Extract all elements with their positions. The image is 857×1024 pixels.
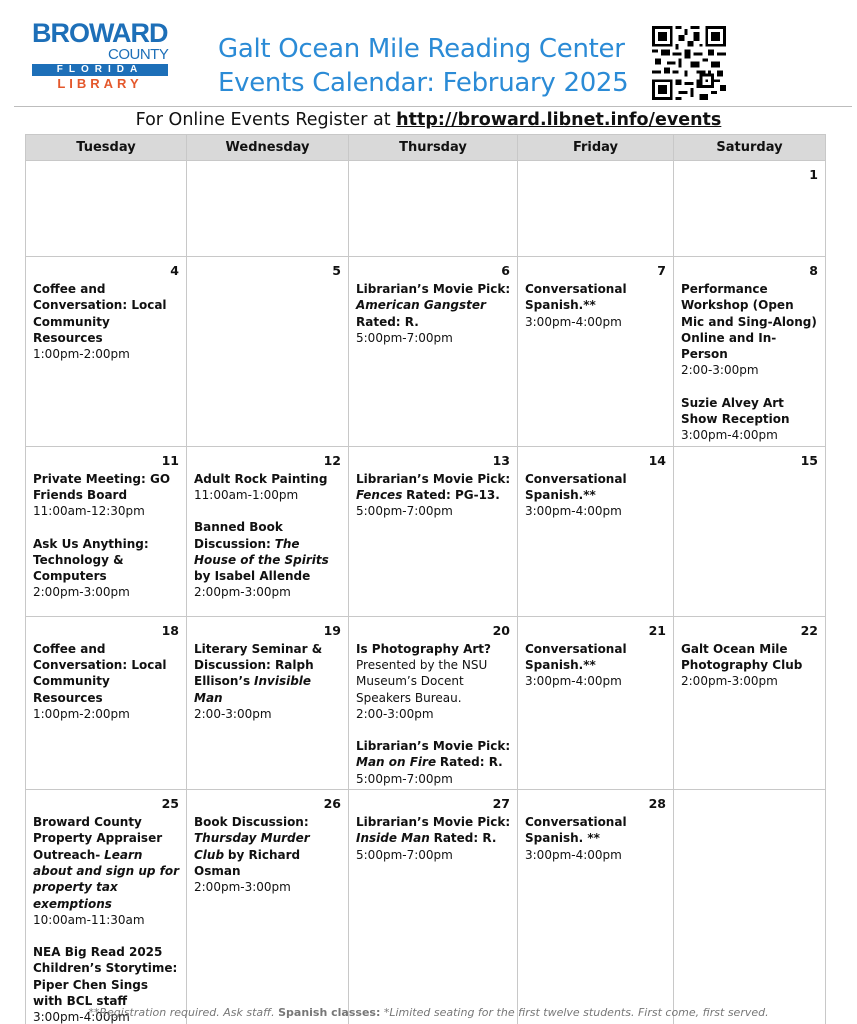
event-title: Conversational Spanish.** bbox=[525, 641, 627, 672]
calendar-event[interactable] bbox=[33, 536, 180, 601]
event-time: 3:00pm-4:00pm bbox=[525, 674, 622, 689]
event-time: 3:00pm-4:00pm bbox=[681, 428, 778, 443]
online-register-line bbox=[0, 110, 857, 130]
calendar-event[interactable] bbox=[33, 471, 180, 520]
calendar-week-row bbox=[26, 616, 826, 789]
calendar-day-cell bbox=[26, 790, 187, 1024]
calendar-event[interactable] bbox=[33, 814, 180, 928]
event-title: Librarian’s Movie Pick: bbox=[356, 815, 511, 830]
calendar-day-cell bbox=[187, 446, 349, 616]
calendar-event[interactable] bbox=[194, 471, 342, 504]
calendar-day-cell bbox=[26, 616, 187, 789]
calendar-event[interactable] bbox=[681, 641, 819, 690]
event-title: Adult Rock Painting bbox=[194, 471, 328, 486]
event-title-italic: Fences bbox=[356, 487, 403, 502]
logo-wordmark: BROWARD bbox=[32, 18, 168, 48]
calendar-event[interactable] bbox=[194, 519, 342, 600]
event-time: 2:00pm-3:00pm bbox=[194, 585, 291, 600]
day-number: 6 bbox=[501, 263, 510, 278]
page-header bbox=[0, 0, 857, 108]
event-time: 2:00pm-3:00pm bbox=[194, 880, 291, 895]
calendar-event[interactable] bbox=[525, 281, 667, 330]
event-time: 2:00pm-3:00pm bbox=[681, 674, 778, 689]
day-number: 15 bbox=[800, 452, 818, 468]
calendar-day-cell bbox=[518, 616, 674, 789]
calendar-event[interactable] bbox=[33, 641, 180, 722]
calendar-day-cell bbox=[349, 257, 518, 447]
logo-county: COUNTY bbox=[108, 46, 169, 63]
event-time: 5:00pm-7:00pm bbox=[356, 330, 453, 345]
event-title: Librarian’s Movie Pick: bbox=[356, 739, 511, 754]
weekday-header-thursday: Thursday bbox=[349, 135, 518, 161]
day-number: 8 bbox=[809, 263, 818, 278]
calendar-day-cell bbox=[26, 257, 187, 447]
day-number: 7 bbox=[657, 263, 666, 278]
title-line-1: Galt Ocean Mile Reading Center bbox=[218, 34, 625, 64]
day-number: 5 bbox=[332, 263, 341, 278]
event-time: 3:00pm-4:00pm bbox=[33, 1010, 130, 1024]
events-url-link[interactable]: http://broward.libnet.info/events bbox=[396, 110, 722, 130]
weekday-header-friday: Friday bbox=[518, 135, 674, 161]
event-title: Broward County Property Appraiser Outreach- bbox=[33, 815, 163, 862]
event-time: 10:00am-11:30am bbox=[33, 912, 145, 927]
calendar-day-cell bbox=[187, 616, 349, 789]
event-title-italic: Learn about and sign up for property tax exemptions bbox=[33, 847, 180, 911]
register-prefix: For Online Events Register at bbox=[135, 110, 397, 130]
event-title: Suzie Alvey Art Show Reception bbox=[681, 395, 790, 427]
calendar-event[interactable] bbox=[194, 814, 342, 895]
calendar-week-row bbox=[26, 257, 826, 447]
event-title: Conversational Spanish.** bbox=[525, 282, 627, 313]
page-title bbox=[218, 32, 628, 100]
event-title: Is Photography Art? bbox=[356, 641, 491, 656]
calendar-week-row bbox=[26, 446, 826, 616]
calendar-day-cell bbox=[674, 446, 826, 616]
calendar-day-cell bbox=[187, 161, 349, 257]
footer-note: **Registration required. Ask staff. Spanish classes: *Limited seating for the first twelve students. First come, first served. bbox=[88, 1006, 769, 1019]
event-title-suffix: Rated: R. bbox=[439, 755, 503, 770]
day-number bbox=[194, 167, 341, 185]
day-number bbox=[356, 167, 510, 185]
event-title-suffix: Rated: PG-13. bbox=[406, 487, 500, 502]
calendar-event[interactable] bbox=[356, 814, 511, 863]
event-time: 11:00am-1:00pm bbox=[194, 487, 299, 502]
events-calendar bbox=[25, 134, 826, 1024]
weekday-header-saturday: Saturday bbox=[674, 135, 826, 161]
day-number: 11 bbox=[161, 452, 179, 468]
day-number bbox=[525, 167, 666, 185]
event-time: 11:00am-12:30pm bbox=[33, 504, 145, 519]
calendar-week-row bbox=[26, 790, 826, 1024]
event-title-italic: Inside Man bbox=[356, 831, 430, 846]
event-title: Coffee and Conversation: Local Community Resources bbox=[33, 641, 167, 705]
event-time: 2:00-3:00pm bbox=[681, 363, 759, 378]
day-number bbox=[33, 167, 179, 185]
day-number: 14 bbox=[648, 452, 666, 468]
event-title-suffix: Rated: R. bbox=[356, 314, 419, 329]
event-title: Conversational Spanish.** bbox=[525, 471, 627, 502]
calendar-event[interactable] bbox=[356, 471, 511, 520]
event-title-italic: Thursday Murder Club bbox=[194, 831, 310, 862]
calendar-day-cell bbox=[674, 257, 826, 447]
day-number: 27 bbox=[492, 796, 510, 812]
event-time: 3:00pm-4:00pm bbox=[525, 847, 622, 862]
calendar-day-cell bbox=[518, 790, 674, 1024]
event-time: 3:00pm-4:00pm bbox=[525, 504, 622, 519]
calendar-event[interactable] bbox=[525, 471, 667, 520]
day-number: 18 bbox=[161, 622, 179, 638]
day-number bbox=[681, 796, 818, 814]
calendar-day-cell bbox=[674, 790, 826, 1024]
event-title: Private Meeting: GO Friends Board bbox=[33, 471, 171, 502]
event-title: Book Discussion: bbox=[194, 815, 309, 830]
calendar-day-cell bbox=[349, 790, 518, 1024]
event-title-suffix: by Isabel Allende bbox=[194, 569, 311, 584]
event-title: Ask Us Anything: Technology & Computers bbox=[33, 536, 149, 584]
day-number: 1 bbox=[809, 167, 818, 182]
weekday-header-row bbox=[26, 135, 826, 161]
event-time: 2:00-3:00pm bbox=[194, 706, 272, 721]
calendar-day-cell bbox=[518, 257, 674, 447]
event-title-italic: Man on Fire bbox=[356, 755, 437, 770]
day-number: 4 bbox=[170, 263, 179, 278]
event-time: 1:00pm-2:00pm bbox=[33, 706, 130, 721]
event-title-suffix: Rated: R. bbox=[433, 831, 497, 846]
calendar-day-cell bbox=[349, 616, 518, 789]
event-time: 5:00pm-7:00pm bbox=[356, 847, 453, 862]
event-title: Galt Ocean Mile Photography Club bbox=[681, 641, 803, 672]
event-title-italic: Invisible Man bbox=[194, 674, 312, 705]
event-time: 3:00pm-4:00pm bbox=[525, 314, 622, 329]
calendar-event[interactable] bbox=[356, 281, 511, 346]
event-time: 2:00-3:00pm bbox=[356, 706, 434, 721]
weekday-header-tuesday: Tuesday bbox=[26, 135, 187, 161]
day-number: 25 bbox=[161, 796, 179, 812]
calendar-day-cell bbox=[518, 446, 674, 616]
calendar-event[interactable] bbox=[194, 641, 342, 722]
calendar-day-cell bbox=[187, 257, 349, 447]
event-title: Conversational Spanish. ** bbox=[525, 815, 627, 846]
event-title: NEA Big Read 2025 Children’s Storytime: Piper Chen Sings with BCL staff bbox=[33, 945, 178, 1009]
event-description: Presented by the NSU Museum’s Docent Speakers Bureau. bbox=[356, 657, 488, 705]
day-number: 21 bbox=[648, 622, 666, 638]
calendar-day-cell bbox=[26, 161, 187, 257]
title-line-2: Events Calendar: February 2025 bbox=[218, 68, 629, 98]
event-title: Librarian’s Movie Pick: bbox=[356, 471, 511, 486]
calendar-event[interactable] bbox=[525, 641, 667, 690]
event-time: 1:00pm-2:00pm bbox=[33, 347, 130, 362]
calendar-day-cell bbox=[349, 161, 518, 257]
calendar-day-cell bbox=[26, 446, 187, 616]
event-title-suffix: by Richard Osman bbox=[194, 847, 301, 878]
day-number: 12 bbox=[323, 452, 341, 468]
event-title: Coffee and Conversation: Local Community Resources bbox=[33, 282, 167, 345]
calendar-event[interactable] bbox=[681, 281, 819, 379]
event-time: 5:00pm-7:00pm bbox=[356, 504, 453, 519]
qr-code-icon[interactable] bbox=[652, 26, 726, 100]
calendar-day-cell bbox=[349, 446, 518, 616]
day-number: 22 bbox=[800, 622, 818, 638]
header-divider bbox=[14, 106, 852, 107]
calendar-event[interactable] bbox=[681, 395, 819, 444]
calendar-event[interactable] bbox=[525, 814, 667, 863]
day-number: 19 bbox=[323, 622, 341, 638]
event-time: 5:00pm-7:00pm bbox=[356, 771, 453, 786]
event-title-italic: The House of the Spirits bbox=[194, 536, 329, 567]
event-title: Banned Book Discussion: bbox=[194, 520, 283, 551]
event-title: Librarian’s Movie Pick: bbox=[356, 282, 511, 296]
logo-library: LIBRARY bbox=[57, 76, 143, 91]
logo-florida-bar: FLORIDA bbox=[32, 64, 168, 76]
calendar-week-row bbox=[26, 161, 826, 257]
calendar-event[interactable] bbox=[356, 641, 511, 722]
event-time: 2:00pm-3:00pm bbox=[33, 585, 130, 600]
day-number: 13 bbox=[492, 452, 510, 468]
day-number: 26 bbox=[323, 796, 341, 812]
event-title: Literary Seminar & Discussion: Ralph Ellison’s bbox=[194, 641, 323, 689]
event-title: Performance Workshop (Open Mic and Sing-Along) Online and In-Person bbox=[681, 282, 817, 362]
calendar-day-cell bbox=[674, 161, 826, 257]
calendar-event[interactable] bbox=[356, 738, 511, 787]
calendar-day-cell bbox=[187, 790, 349, 1024]
day-number: 28 bbox=[648, 796, 666, 812]
calendar-day-cell bbox=[518, 161, 674, 257]
calendar-event[interactable] bbox=[33, 281, 180, 362]
weekday-header-wednesday: Wednesday bbox=[187, 135, 349, 161]
broward-county-library-logo bbox=[30, 18, 172, 90]
event-title-italic: American Gangster bbox=[356, 298, 486, 313]
calendar-day-cell bbox=[674, 616, 826, 789]
day-number: 20 bbox=[492, 622, 510, 638]
